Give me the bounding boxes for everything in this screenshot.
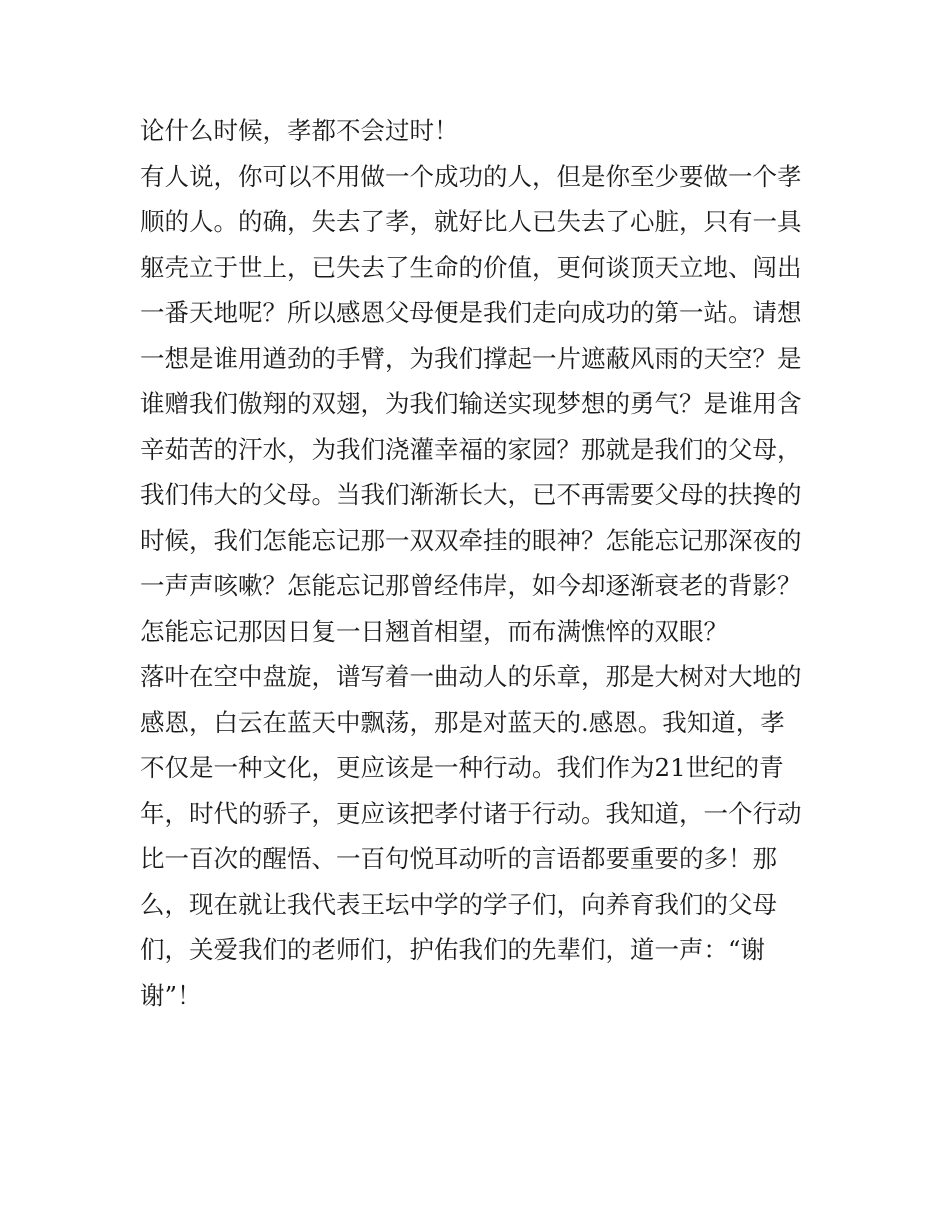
text-line: 谁赠我们傲翔的双翅，为我们输送实现梦想的勇气？是谁用含 [140, 389, 802, 418]
text-line: 谢”！ [140, 980, 202, 1010]
text-line: 辛茹苦的汗水，为我们浇灌幸福的家园？那就是我们的父母， [140, 434, 802, 464]
text-line: 年，时代的骄子，更应该把孝付诸于行动。我知道，一个行动 [140, 798, 802, 828]
text-line: 一番天地呢？所以感恩父母便是我们走向成功的第一站。请想 [140, 298, 802, 327]
text-line: 一声声咳嗽？怎能忘记那曾经伟岸，如今却逐渐衰老的背影？ [140, 571, 802, 600]
text-line: 有人说，你可以不用做一个成功的人，但是你至少要做一个孝 [140, 161, 802, 191]
text-line: 落叶在空中盘旋，谱写着一曲动人的乐章，那是大树对大地的 [140, 662, 802, 691]
document-body [140, 108, 815, 1018]
text-line: 时候，我们怎能忘记那一双双牵挂的眼神？怎能忘记那深夜的 [140, 525, 802, 555]
text-line: 顺的人。的确，失去了孝，就好比人已失去了心脏，只有一具 [140, 207, 802, 236]
text-line: 么，现在就让我代表王坛中学的学子们，向养育我们的父母 [140, 889, 777, 919]
text-line: 躯壳立于世上，已失去了生命的价值，更何谈顶天立地、闯出 [140, 252, 802, 282]
text-line: 我们伟大的父母。当我们渐渐长大，已不再需要父母的扶搀的 [140, 480, 802, 509]
text-line: 论什么时候，孝都不会过时！ [140, 116, 459, 145]
text-line: 感恩，白云在蓝天中飘荡，那是对蓝天的.感恩。我知道，孝 [140, 707, 785, 737]
text-line: 怎能忘记那因日复一日翘首相望，而布满憔悴的双眼？ [140, 616, 728, 646]
text-line: 们，关爱我们的老师们，护佑我们的先辈们，道一声：“谢 [140, 935, 766, 964]
text-line: 一想是谁用遒劲的手臂，为我们撑起一片遮蔽风雨的天空？是 [140, 343, 802, 373]
text-line: 比一百次的醒悟、一百句悦耳动听的言语都要重要的多！那 [140, 844, 777, 873]
text-line: 不仅是一种文化，更应该是一种行动。我们作为21世纪的青 [140, 753, 784, 782]
